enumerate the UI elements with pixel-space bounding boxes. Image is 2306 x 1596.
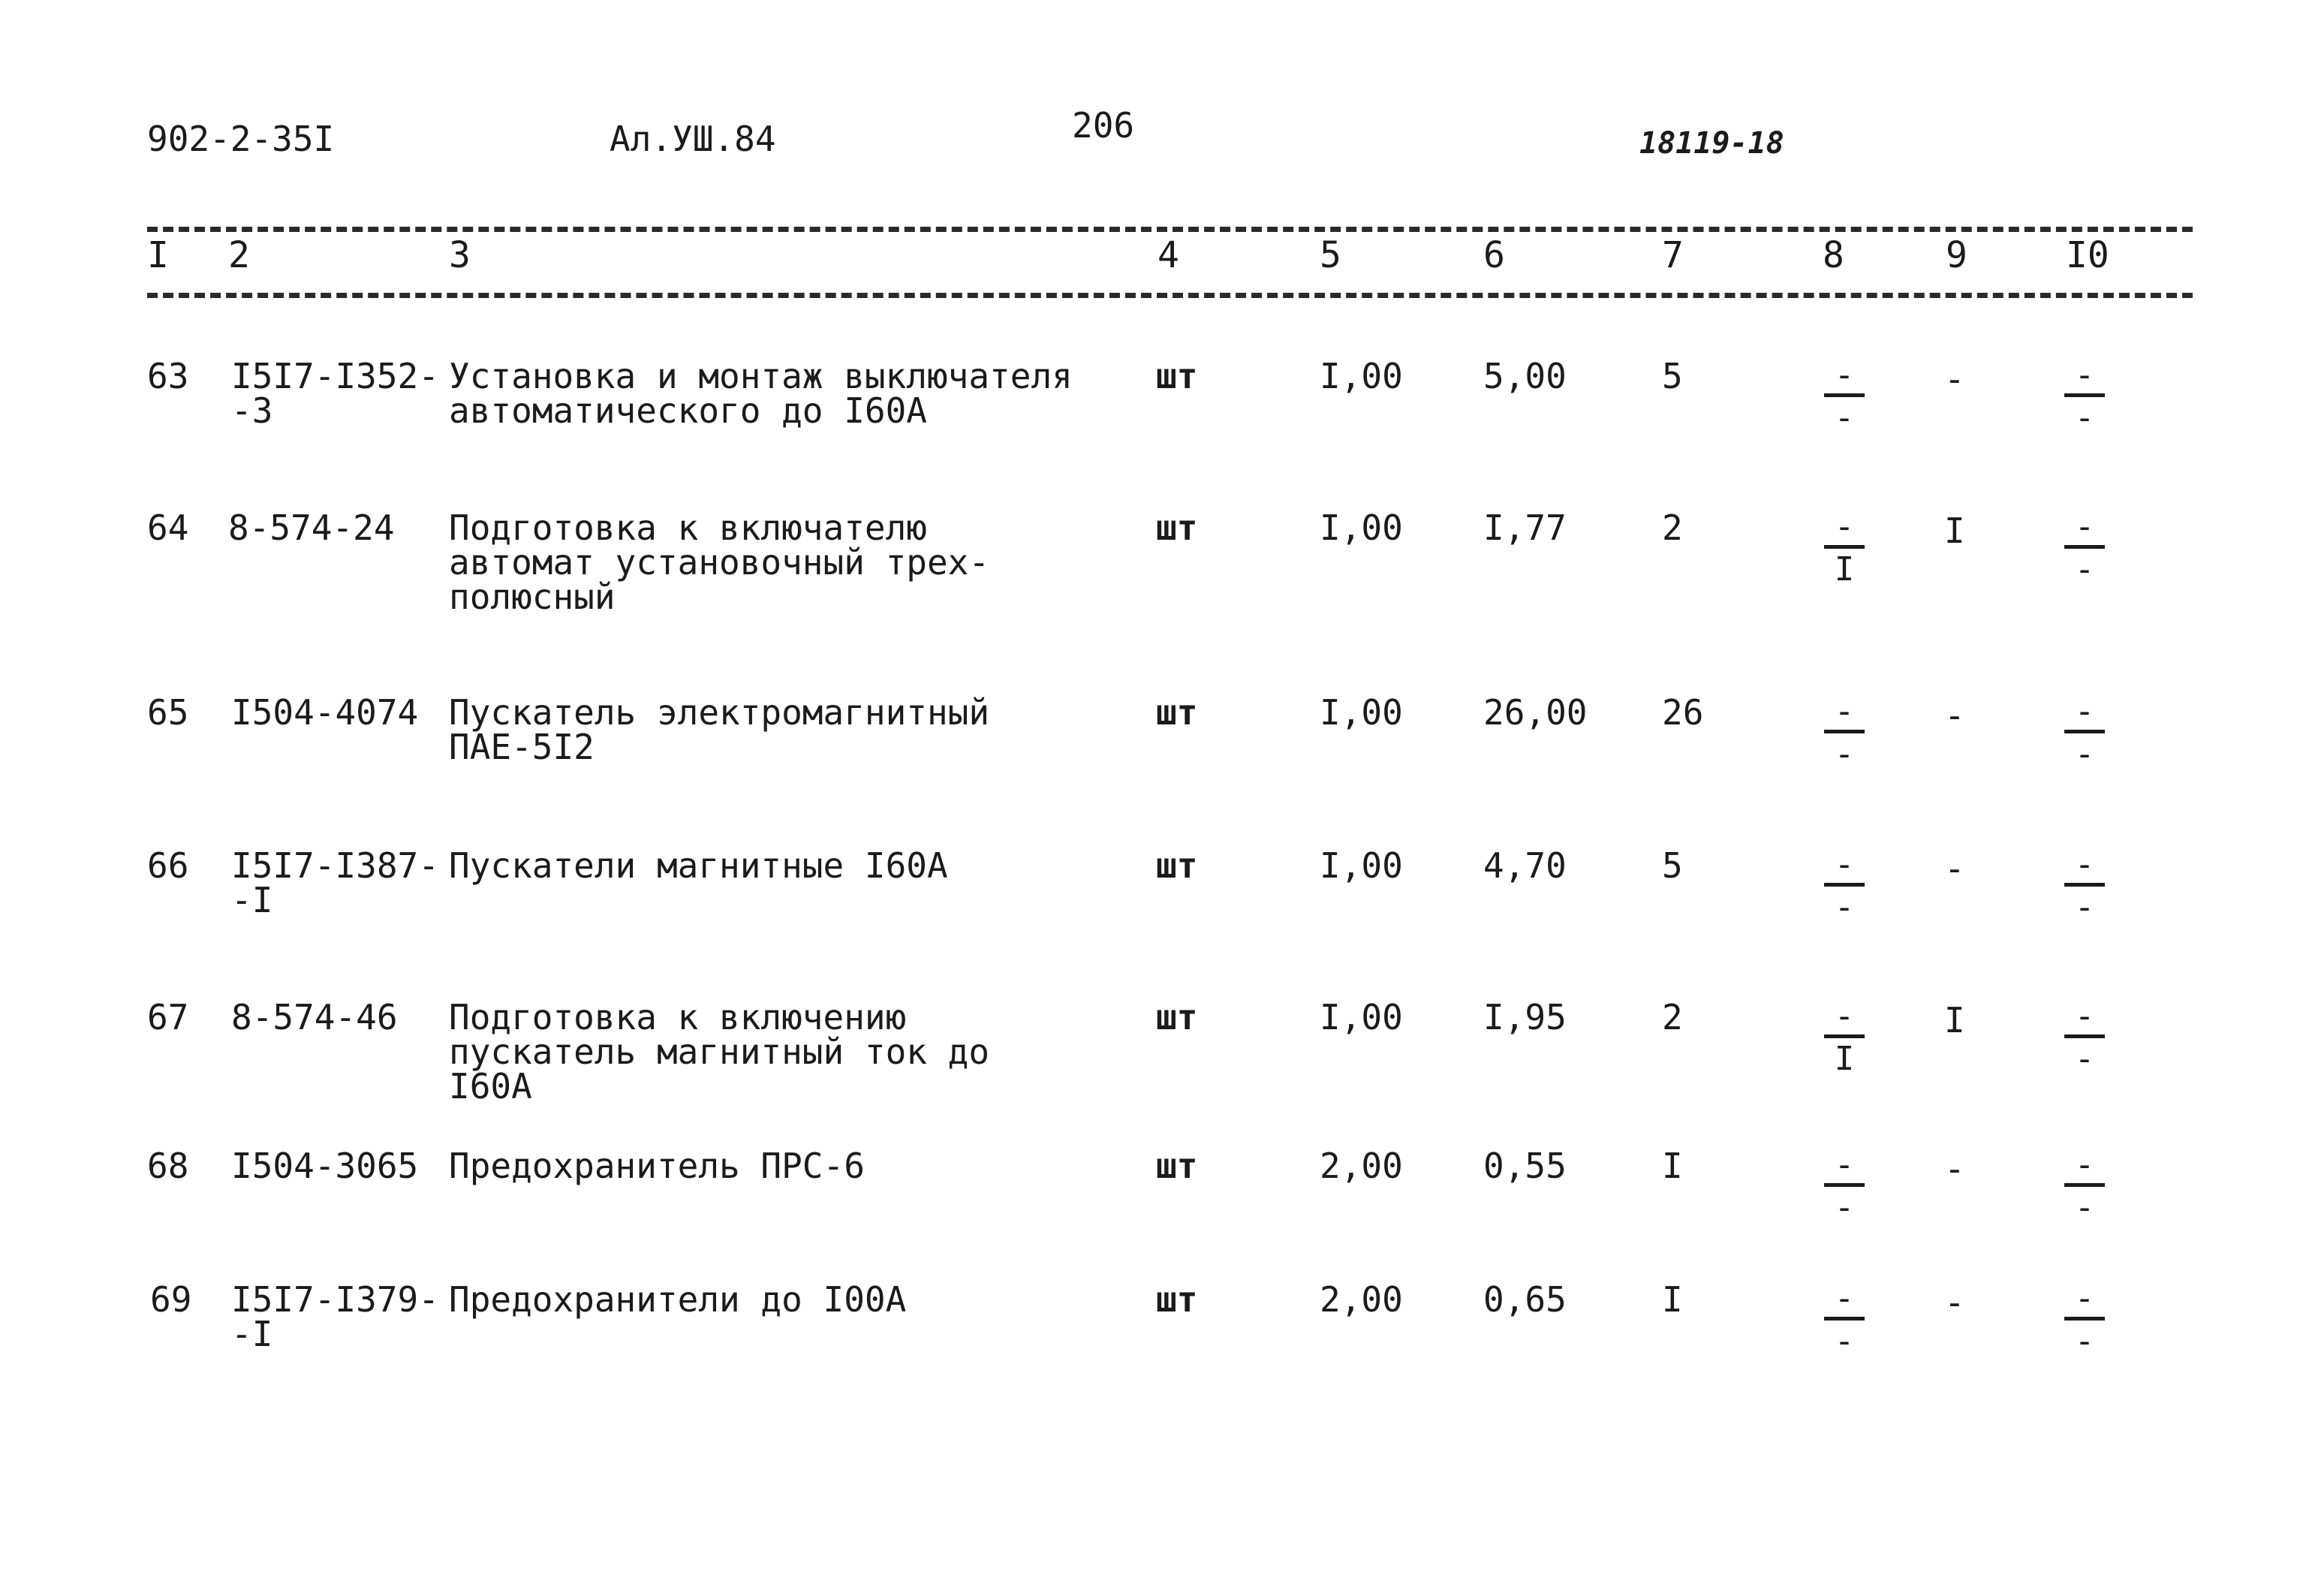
column-10-fraction: - - [2058, 510, 2111, 586]
column-8-fraction: - - [1818, 1149, 1871, 1224]
item-code: I5I7-I379- -I [231, 1279, 439, 1354]
column-header-7: 7 [1662, 234, 1684, 276]
column-10-fraction: - - [2058, 1000, 2111, 1076]
item-code: I504-3065 [231, 1146, 419, 1186]
unit-price: 0,65 [1483, 1279, 1567, 1320]
item-description: Установка и монтаж выключателя автоматического до I60А [449, 356, 1073, 431]
column-7-value: I [1662, 1146, 1683, 1186]
unit-price: 0,55 [1483, 1146, 1567, 1186]
row-number: 63 [147, 356, 189, 396]
unit-price: 26,00 [1483, 692, 1588, 733]
column-10-fraction: - - [2058, 695, 2111, 771]
quantity: 2,00 [1320, 1146, 1403, 1186]
item-description: Предохранитель ПРС-6 [449, 1146, 865, 1186]
column-header-2: 2 [228, 234, 250, 276]
unit: шт [1156, 507, 1198, 548]
column-7-value: 26 [1662, 692, 1704, 733]
column-8-fraction: - - [1818, 695, 1871, 771]
unit-price: 4,70 [1483, 845, 1567, 886]
item-description: Подготовка к включателю автомат установочный трех- полюсный [449, 507, 990, 617]
column-9-value: - [1944, 848, 1965, 889]
quantity: 2,00 [1320, 1279, 1403, 1320]
quantity: I,00 [1320, 845, 1403, 886]
row-number: 64 [147, 507, 189, 548]
row-number: 65 [147, 692, 189, 733]
item-description: Пускатели магнитные I60А [449, 845, 948, 886]
column-header-1: I [147, 234, 169, 276]
column-8-fraction: - - [1818, 359, 1871, 435]
unit-price: 5,00 [1483, 356, 1567, 396]
unit: шт [1156, 692, 1198, 733]
quantity: I,00 [1320, 507, 1403, 548]
unit: шт [1156, 1146, 1198, 1186]
column-7-value: 5 [1662, 845, 1683, 886]
column-header-8: 8 [1823, 234, 1844, 276]
column-8-fraction: - I [1818, 1000, 1871, 1076]
column-header-9: 9 [1946, 234, 1967, 276]
column-10-fraction: - - [2058, 359, 2111, 435]
column-7-value: I [1662, 1279, 1683, 1320]
column-10-fraction: - - [2058, 1149, 2111, 1224]
item-description: Подготовка к включению пускатель магнитный ток до I60А [449, 997, 990, 1107]
column-9-value: - [1944, 359, 1965, 399]
column-9-value: - [1944, 695, 1965, 736]
unit: шт [1156, 845, 1198, 886]
item-code: 8-574-24 [228, 507, 395, 548]
column-9-value: I [1944, 510, 1965, 551]
quantity: I,00 [1320, 356, 1403, 396]
item-code: 8-574-46 [231, 997, 398, 1037]
album-number: Ал.УШ.84 [610, 119, 776, 159]
row-number: 68 [147, 1146, 189, 1186]
column-7-value: 5 [1662, 356, 1683, 396]
row-number: 69 [150, 1279, 192, 1320]
column-header-10: I0 [2066, 234, 2109, 276]
quantity: I,00 [1320, 997, 1403, 1037]
column-7-value: 2 [1662, 997, 1683, 1037]
row-number: 66 [147, 845, 189, 886]
column-8-fraction: - - [1818, 1282, 1871, 1358]
item-description: Предохранители до I00А [449, 1279, 907, 1320]
column-9-value: - [1944, 1282, 1965, 1323]
item-code: I5I7-I352- -3 [231, 356, 439, 431]
archive-stamp: 18119-18 [1639, 126, 1784, 161]
unit-price: I,77 [1483, 507, 1567, 548]
item-description: Пускатель электромагнитный ПАЕ-5I2 [449, 692, 990, 767]
column-header-6: 6 [1483, 234, 1505, 276]
column-9-value: I [1944, 1000, 1965, 1040]
column-header-4: 4 [1158, 234, 1179, 276]
column-10-fraction: - - [2058, 1282, 2111, 1358]
column-8-fraction: - I [1818, 510, 1871, 586]
unit: шт [1156, 997, 1198, 1037]
unit-price: I,95 [1483, 997, 1567, 1037]
column-header-5: 5 [1320, 234, 1341, 276]
unit: шт [1156, 356, 1198, 396]
quantity: I,00 [1320, 692, 1403, 733]
column-8-fraction: - - [1818, 848, 1871, 924]
column-9-value: - [1944, 1149, 1965, 1189]
column-7-value: 2 [1662, 507, 1683, 548]
row-number: 67 [147, 997, 189, 1037]
unit: шт [1156, 1279, 1198, 1320]
item-code: I504-4074 [231, 692, 419, 733]
page-number: 206 [1072, 105, 1135, 146]
header-bottom-rule [147, 293, 2193, 298]
column-10-fraction: - - [2058, 848, 2111, 924]
column-header-3: 3 [449, 234, 471, 276]
item-code: I5I7-I387- -I [231, 845, 439, 920]
header-top-rule [147, 227, 2193, 232]
document-code: 902-2-35I [147, 119, 335, 159]
